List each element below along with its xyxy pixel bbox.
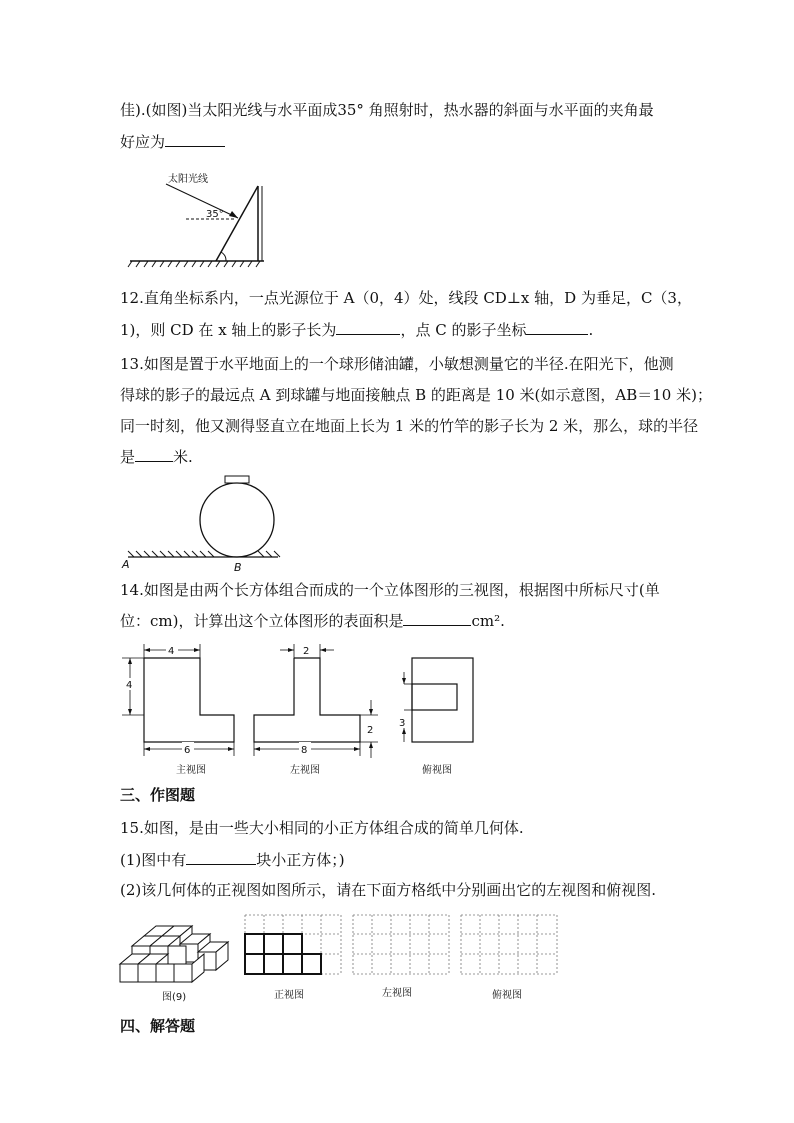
q13-blank [135,446,173,462]
q14-line1: 14.如图是由两个长方体组合而成的一个立体图形的三视图，根据图中所标尺寸(单 [120,581,660,599]
top-view-caption: 俯视图 [492,990,522,1001]
left-view-caption: 左视图 [290,765,320,776]
sun-ray-label: 太阳光线 [168,174,208,185]
figure-9-caption: 图(9) [162,992,187,1003]
q13-sphere-tank-figure [120,474,290,574]
q15-cube-stack-figure [118,912,238,1007]
dim-3: 3 [399,718,406,729]
q15-line2a: (1)图中有 [120,851,187,869]
q12-line1: 12.直角坐标系内，一点光源位于 A（0，4）处，线段 CD⊥x 轴，D 为垂足，C（3， [120,289,692,307]
ground-hatch [128,261,260,267]
q11-answer-blank [165,131,225,147]
dashed-grid [353,915,449,974]
q13-line4b: 米. [173,448,193,466]
front-view-caption: 正视图 [274,990,304,1001]
sun-ray [166,184,238,218]
q11-solar-heater-figure [128,172,268,272]
heater-slope [216,186,258,261]
angle-arc-ground [221,252,226,261]
q14-front-view [120,642,250,777]
front-view-caption: 主视图 [176,765,206,776]
sphere-tank [200,483,274,557]
dim-bottom-width: 8 [301,745,308,756]
front-view-solid-squares [245,934,321,974]
q15-line3: (2)该几何体的正视图如图所示，请在下面方格纸中分别画出它的左视图和俯视图. [120,881,657,899]
ground-hatch [128,551,280,557]
q12-line2c: . [588,321,594,339]
q13-line2: 得球的影子的最远点 A 到球罐与地面接触点 B 的距离是 10 米(如示意图，AB＝10 米)； [120,386,712,404]
top-view-inner-rect [412,684,457,710]
q15-blank [186,849,256,865]
section-3-heading: 三、作图题 [120,786,196,804]
dim-height: 4 [126,680,133,691]
q14-left-view [250,642,390,777]
q15-line1: 15.如图，是由一些大小相同的小正方体组合成的简单几何体. [120,819,524,837]
q15-line2 [120,849,345,870]
q15-front-view-grid [244,914,342,1006]
q12-blank-1 [336,319,400,335]
q13-line4a: 是 [120,448,136,466]
q15-top-view-grid [460,914,558,1006]
q12-line2 [120,319,593,340]
q13-line4 [120,446,193,467]
left-view-caption: 左视图 [382,988,412,999]
dim-base-height: 2 [367,725,374,736]
q15-left-view-grid [352,914,450,1006]
section-4-heading: 四、解答题 [120,1017,196,1035]
dim-top-width: 4 [168,646,175,657]
q12-blank-2 [526,319,588,335]
q14-blank [403,610,471,626]
label-a: A [122,558,130,571]
top-view-outer-rect [412,658,473,742]
sun-ray-arrowhead [229,211,238,218]
tank-cap [225,476,249,483]
q11-line2 [120,131,225,152]
q14-line2a: 位：cm)，计算出这个立体图形的表面积是 [120,612,404,630]
dashed-grid [461,915,557,974]
angle-35-label: 35° [206,209,224,220]
dim-bottom-width: 6 [184,745,191,756]
q13-line3: 同一时刻，他又测得竖直立在地面上长为 1 米的竹竿的影子长为 2 米，那么，球的半径 [120,417,699,435]
q12-line2a: 1)，则 CD 在 x 轴上的影子长为 [120,321,337,339]
front-view-outline [144,658,234,742]
q14-line2b: cm². [471,612,505,630]
dim-top-width: 2 [303,646,310,657]
dashed-grid [245,915,341,974]
q11-line2-text: 好应为 [120,133,166,151]
left-view-outline [254,658,360,742]
q11-line1: 佳).(如图)当太阳光线与水平面成35° 角照射时，热水器的斜面与水平面的夹角最 [120,101,654,119]
label-b: B [234,561,242,574]
q15-line2b: 块小正方体；) [256,851,345,869]
q13-line1: 13.如图是置于水平地面上的一个球形储油罐，小敏想测量它的半径.在阳光下，他测 [120,355,674,373]
q14-top-view [392,642,482,777]
q14-line2 [120,610,505,631]
q12-line2b: ，点 C 的影子坐标 [400,321,527,339]
top-view-caption: 俯视图 [422,765,452,776]
